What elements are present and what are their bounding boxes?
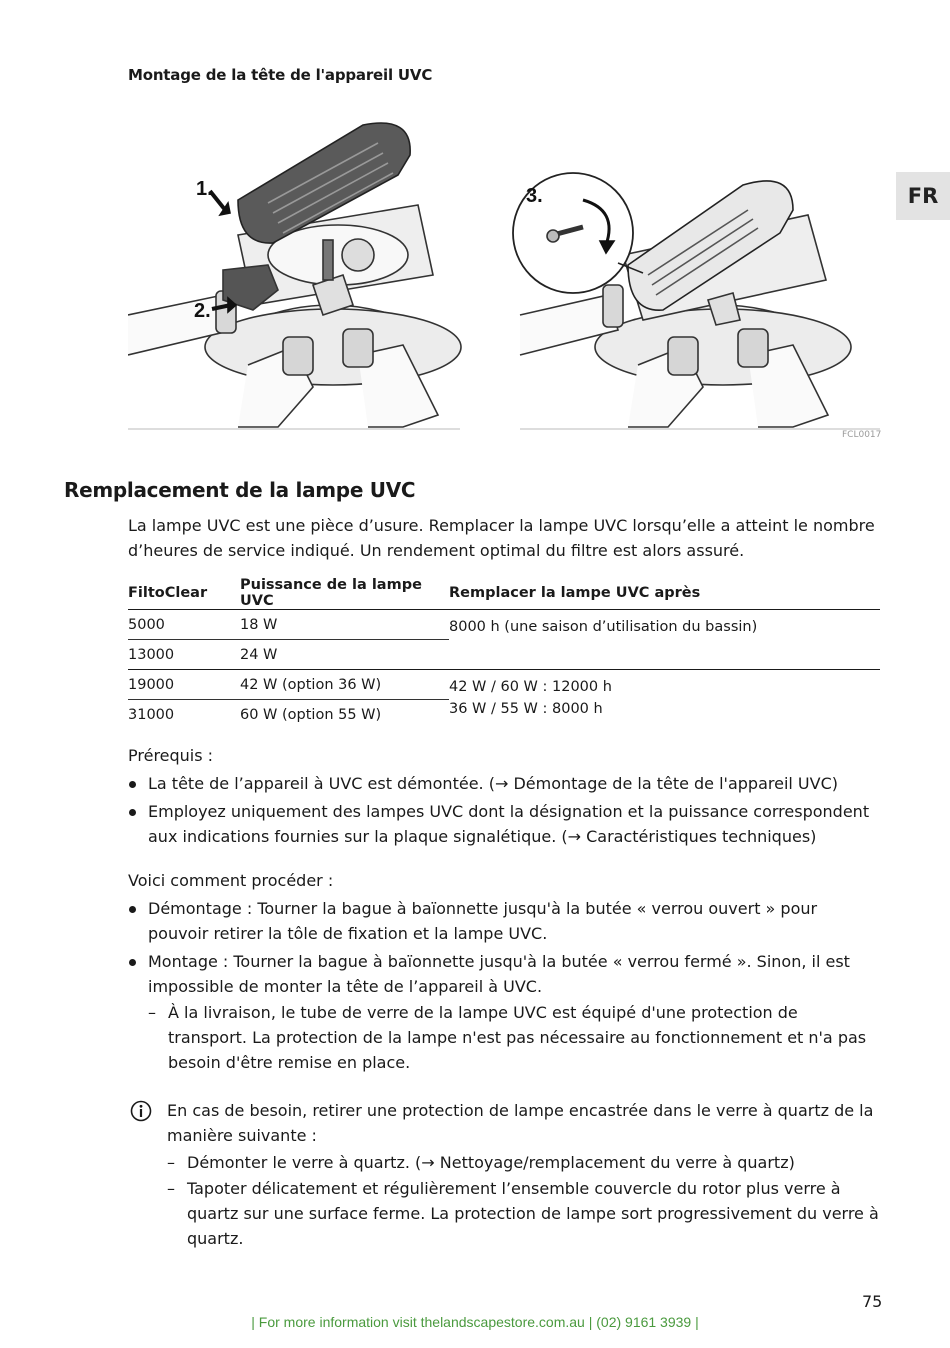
table-cell: 60 W (option 55 W): [240, 706, 382, 723]
procedure-sub-list: [148, 1000, 880, 1076]
section-title: Remplacement de la lampe UVC: [64, 478, 416, 502]
table-cell: 13000: [128, 640, 240, 670]
table-row: [128, 610, 880, 640]
page-number: 75: [862, 1292, 883, 1311]
figure-heading: Montage de la tête de l'appareil UVC: [128, 66, 433, 84]
replace-line: 36 W / 55 W : 8000 h: [449, 701, 603, 717]
step-label-1: 1.: [196, 178, 213, 200]
procedure-list: [128, 896, 880, 1002]
figure-code: FCL0017: [842, 430, 882, 440]
footer-contact: | For more information visit thelandscapestore.com.au | (02) 9161 3939 |: [251, 1314, 699, 1330]
info-icon: [130, 1100, 152, 1122]
procedure-label: Voici comment procéder :: [128, 871, 334, 890]
list-item: – À la livraison, le tube de verre de la lampe UVC est équipé d'une protection de transport. La protection de la lampe n'est pas nécessaire au fonctionnement et n'a pas besoin d'être remise en place.: [148, 1000, 880, 1075]
list-item: La tête de l’appareil à UVC est démontée. (→ Démontage de la tête de l'appareil UVC): [128, 771, 880, 796]
intro-paragraph: La lampe UVC est une pièce d’usure. Remplacer la lampe UVC lorsqu’elle a atteint le nombre d’heures de service indiqué. Un rendement optimal du filtre est alors assuré.: [128, 516, 875, 560]
replace-line: 42 W / 60 W : 12000 h: [449, 679, 612, 695]
list-item: – Démonter le verre à quartz. (→ Nettoyage/remplacement du verre à quartz): [167, 1150, 879, 1175]
table-header-row: [128, 577, 880, 610]
step-label-3: 3.: [526, 185, 543, 207]
list-item: Employez uniquement des lampes UVC dont la désignation et la puissance correspondent aux indications fournies sur la plaque signalétique. (→ Caractéristiques techniques): [128, 799, 880, 849]
table-cell: 31000: [128, 706, 175, 723]
table-header: FiltoClear: [128, 577, 240, 610]
step-label-2: 2.: [194, 300, 211, 322]
table-cell: 42 W (option 36 W): [240, 670, 449, 700]
table-cell: 5000: [128, 610, 240, 640]
lamp-replacement-table: [128, 577, 880, 729]
table-cell: 18 W: [240, 610, 449, 640]
table-header: Remplacer la lampe UVC après: [449, 577, 880, 610]
table-cell: 19000: [128, 670, 240, 700]
table-cell: 24 W: [240, 640, 449, 670]
language-tab: FR: [896, 172, 950, 220]
table-header: Puissance de la lampe UVC: [240, 577, 449, 610]
list-item: Démontage : Tourner la bague à baïonnette jusqu'à la butée « verrou ouvert » pour pouvoir retirer la tôle de fixation et la lampe UVC.: [128, 896, 880, 946]
info-steps-list: [167, 1150, 879, 1252]
uvc-head-assembly-illustration: [128, 115, 880, 433]
prerequisites-label: Prérequis :: [128, 746, 214, 765]
list-item: Montage : Tourner la bague à baïonnette jusqu'à la butée « verrou fermé ». Sinon, il est impossible de monter la tête de l’appareil à UVC.: [128, 949, 880, 999]
info-text: En cas de besoin, retirer une protection de lampe encastrée dans le verre à quartz de la manière suivante :: [167, 1101, 874, 1145]
list-item: – Tapoter délicatement et régulièrement l’ensemble couvercle du rotor plus verre à quartz sur une surface ferme. La protection de lampe sort progressivement du verre à quartz.: [167, 1176, 879, 1251]
table-row: [128, 670, 880, 700]
table-cell-replace-group-1: 8000 h (une saison d’utilisation du bassin): [449, 610, 880, 670]
prerequisites-list: [128, 771, 880, 852]
table-cell-replace-group-2: [449, 670, 880, 730]
